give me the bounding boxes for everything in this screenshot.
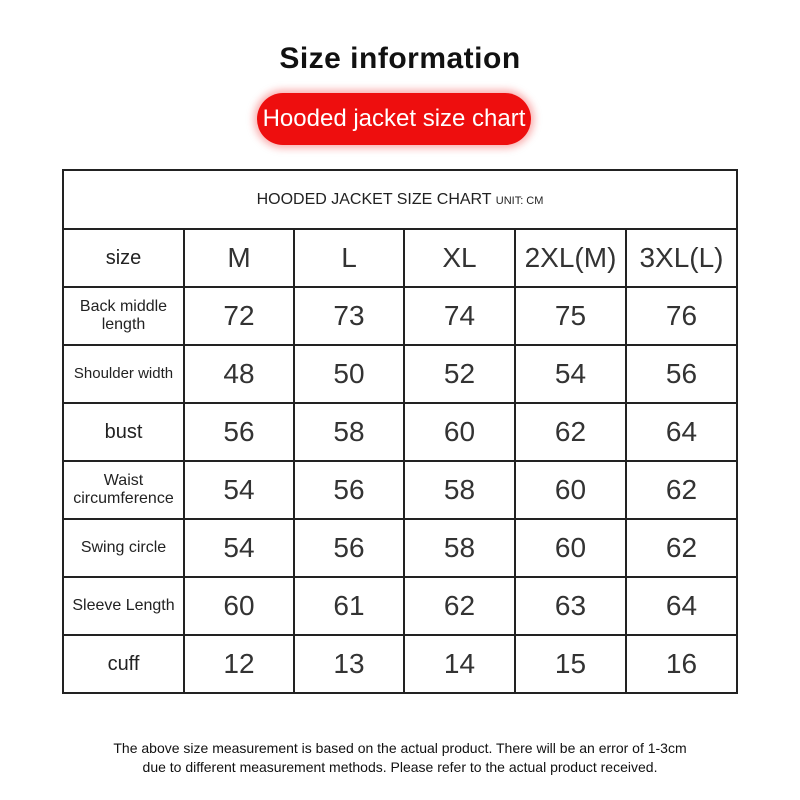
table-cell: 64 (626, 403, 737, 461)
table-header-row (63, 229, 737, 287)
row-label: bust (63, 403, 184, 461)
table-cell: 12 (184, 635, 294, 693)
measurement-note (40, 739, 760, 777)
row-label: Shoulder width (63, 345, 184, 403)
table-cell: 13 (294, 635, 404, 693)
table-cell: 60 (404, 403, 515, 461)
table-cell: 73 (294, 287, 404, 345)
size-table (62, 169, 738, 694)
header-size: M (184, 229, 294, 287)
table-cell: 58 (404, 461, 515, 519)
table-cell: 74 (404, 287, 515, 345)
table-row (63, 635, 737, 693)
table-caption (63, 170, 737, 229)
table-cell: 62 (404, 577, 515, 635)
table-cell: 54 (515, 345, 626, 403)
table-cell: 48 (184, 345, 294, 403)
table-cell: 16 (626, 635, 737, 693)
header-size: 3XL(L) (626, 229, 737, 287)
measurement-note-line: due to different measurement methods. Please refer to the actual product received. (142, 759, 658, 775)
row-label: Waist circumference (63, 461, 184, 519)
table-cell: 64 (626, 577, 737, 635)
table-caption-text: HOODED JACKET SIZE CHART (256, 190, 492, 208)
table-cell: 56 (294, 461, 404, 519)
row-label: Back middle length (63, 287, 184, 345)
row-label: Sleeve Length (63, 577, 184, 635)
table-cell: 62 (515, 403, 626, 461)
table-cell: 62 (626, 461, 737, 519)
header-size: L (294, 229, 404, 287)
table-cell: 60 (515, 461, 626, 519)
row-label: Swing circle (63, 519, 184, 577)
table-cell: 56 (294, 519, 404, 577)
table-cell: 58 (294, 403, 404, 461)
header-size: XL (404, 229, 515, 287)
page-title: Size information (279, 42, 521, 75)
table-cell: 54 (184, 519, 294, 577)
table-cell: 58 (404, 519, 515, 577)
table-cell: 56 (184, 403, 294, 461)
table-row (63, 519, 737, 577)
row-label: cuff (63, 635, 184, 693)
table-cell: 75 (515, 287, 626, 345)
table-cell: 14 (404, 635, 515, 693)
table-cell: 54 (184, 461, 294, 519)
table-cell: 62 (626, 519, 737, 577)
table-cell: 60 (515, 519, 626, 577)
table-row (63, 403, 737, 461)
table-cell: 72 (184, 287, 294, 345)
table-cell: 15 (515, 635, 626, 693)
table-row (63, 577, 737, 635)
table-cell: 60 (184, 577, 294, 635)
table-row (63, 345, 737, 403)
table-caption-row (63, 170, 737, 229)
table-cell: 61 (294, 577, 404, 635)
table-cell: 63 (515, 577, 626, 635)
table-cell: 76 (626, 287, 737, 345)
table-row (63, 287, 737, 345)
measurement-note-line: The above size measurement is based on the actual product. There will be an error of 1-3cm (113, 740, 687, 756)
table-cell: 56 (626, 345, 737, 403)
table-row (63, 461, 737, 519)
header-size: 2XL(M) (515, 229, 626, 287)
header-size-label: size (63, 229, 184, 287)
chart-badge: Hooded jacket size chart (257, 93, 531, 145)
table-cell: 52 (404, 345, 515, 403)
table-unit: UNIT: CM (495, 194, 544, 207)
table-cell: 50 (294, 345, 404, 403)
